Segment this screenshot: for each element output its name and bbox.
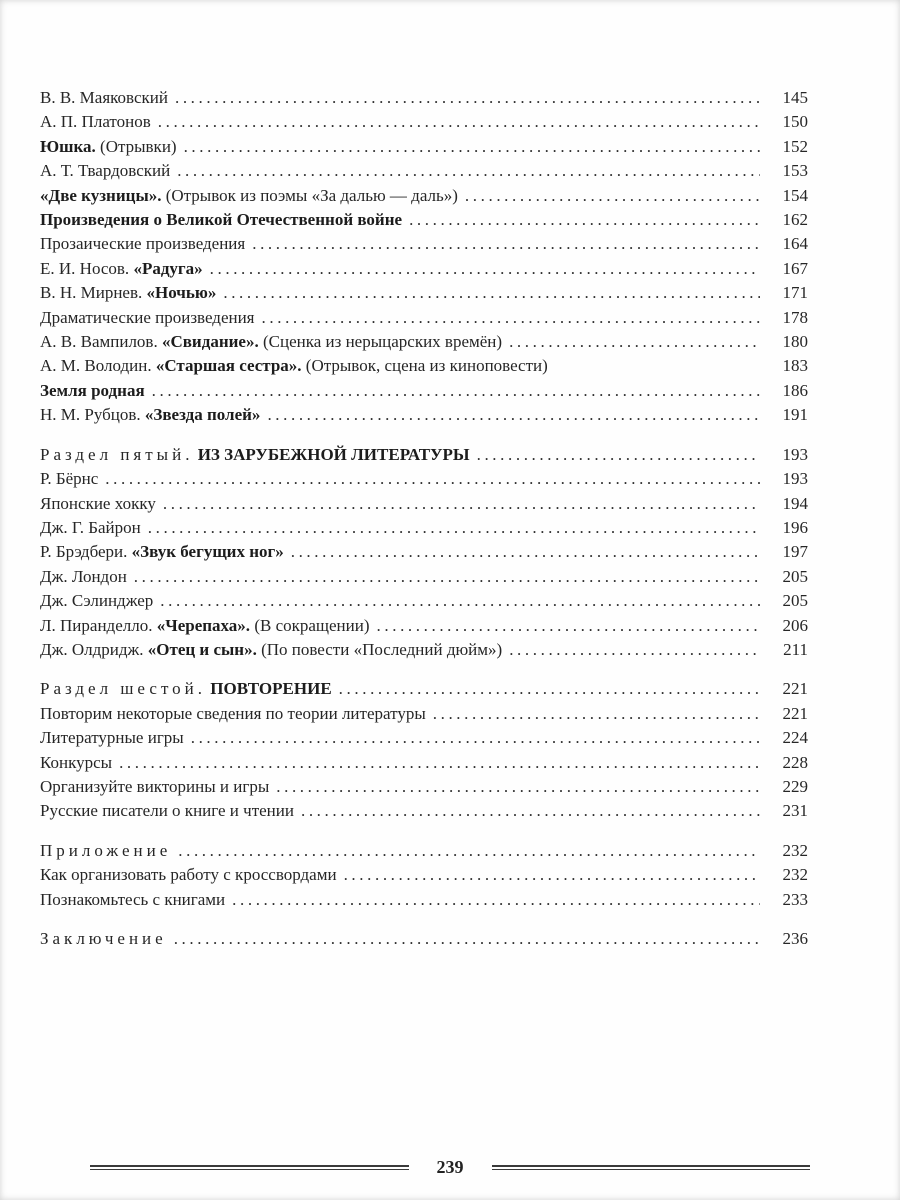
toc-entry-label [40, 403, 260, 427]
toc-row [40, 589, 808, 613]
toc-entry-text: Е. И. Носов. [40, 258, 134, 278]
dot-leader [152, 379, 760, 403]
toc-entry-text: Заключение [40, 929, 167, 948]
toc-entry-text: Организуйте викторины и игры [40, 776, 270, 796]
toc-page-number: 211 [783, 639, 808, 659]
toc-page-number: 183 [782, 356, 808, 376]
toc-page-number: 197 [782, 542, 808, 562]
toc-entry-text: «Ночью» [146, 283, 217, 303]
toc-row [40, 354, 808, 378]
toc-entry-label [40, 208, 402, 232]
toc-row [40, 492, 808, 516]
toc-entry-text: А. В. Вампилов. [40, 332, 162, 352]
toc-page-number: 224 [782, 728, 808, 748]
toc-page-number: 233 [782, 889, 808, 909]
toc-page-number: 186 [782, 380, 808, 400]
toc-page-number: 154 [782, 185, 808, 205]
toc-row [40, 110, 808, 134]
toc-entry-text: Дж. Сэлинджер [40, 591, 154, 611]
toc-page-number: 150 [782, 112, 808, 132]
toc-entry-text: Литературные игры [40, 728, 184, 748]
toc-row [40, 565, 808, 589]
toc-page-number: 164 [782, 234, 808, 254]
toc-entry-text: Русские писатели о книге и чтении [40, 801, 294, 821]
toc-row [40, 443, 808, 467]
toc-page-number: 196 [782, 517, 808, 537]
dot-leader [210, 257, 760, 281]
dot-leader [232, 888, 760, 912]
dot-leader [119, 751, 760, 775]
toc-row [40, 467, 808, 491]
toc-entry-text: «Две кузницы». [40, 185, 162, 205]
toc-entry-text: Прозаические произведения [40, 234, 246, 254]
dot-leader [163, 492, 760, 516]
dot-leader [301, 799, 760, 823]
toc-row [40, 184, 808, 208]
toc-entry-label [40, 232, 245, 256]
toc-entry-label [40, 257, 203, 281]
toc-entry-label [40, 306, 255, 330]
toc-row [40, 888, 808, 912]
toc-entry-label [40, 751, 112, 775]
toc-page-number: 153 [782, 161, 808, 181]
toc-entry-label [40, 281, 216, 305]
toc-entry-text: В. В. Маяковский [40, 88, 168, 107]
toc-entry-text: А. П. Платонов [40, 112, 151, 132]
toc-entry-label [40, 888, 225, 912]
toc-page-number: 221 [782, 703, 808, 723]
toc-entry-text: Юшка. [40, 136, 96, 156]
toc-entry-label [40, 726, 184, 750]
toc-row [40, 281, 808, 305]
toc-page-number: 152 [782, 136, 808, 156]
toc-entry-text: (Отрывок, сцена из киноповести) [301, 356, 548, 376]
dot-leader [178, 839, 760, 863]
toc-entry-label [40, 379, 145, 403]
toc-page-number: 229 [782, 776, 808, 796]
toc-row [40, 330, 808, 354]
toc-entry-text: «Черепаха». [156, 615, 251, 635]
toc-entry-text: Дж. Г. Байрон [40, 517, 141, 537]
toc-entry-text: Повторим некоторые сведения по теории литературы [40, 703, 426, 723]
toc-entry-text: (Сценка из нерыцарских времён) [258, 332, 503, 352]
dot-leader [291, 540, 760, 564]
toc-entry-label [40, 638, 502, 662]
toc-row [40, 927, 808, 951]
toc-page-number: 180 [782, 332, 808, 352]
toc-row [40, 775, 808, 799]
toc-row [40, 257, 808, 281]
dot-leader [344, 863, 760, 887]
toc-entry-text: «Радуга» [133, 258, 203, 278]
toc-page-number: 171 [782, 283, 808, 303]
toc-entry-text: Драматические произведения [40, 307, 255, 327]
toc-entry-label [40, 443, 470, 467]
toc-entry-text: Н. М. Рубцов. [40, 405, 145, 425]
toc-entry-text: Дж. Олдридж. [40, 639, 148, 659]
toc-page-number: 236 [782, 929, 808, 948]
toc-entry-text: Приложение [40, 840, 172, 860]
dot-leader [158, 110, 760, 134]
dot-leader [267, 403, 760, 427]
toc-page-number: 191 [782, 405, 808, 425]
toc-row [40, 751, 808, 775]
toc-page-number: 221 [782, 679, 808, 699]
dot-leader [191, 726, 760, 750]
toc-entry-label [40, 135, 177, 159]
toc-entry-text: Р. Бёрнс [40, 469, 99, 489]
toc-row [40, 379, 808, 403]
dot-leader [148, 516, 760, 540]
dot-leader [184, 135, 760, 159]
toc-entry-label [40, 184, 458, 208]
dot-leader [377, 614, 760, 638]
dot-leader [105, 467, 760, 491]
toc-entry-text: Произведения о Великой Отечественной войне [40, 210, 403, 230]
toc-entry-text: ИЗ ЗАРУБЕЖНОЙ ЛИТЕРАТУРЫ [193, 444, 470, 464]
toc-entry-text: Раздел пятый. [40, 444, 194, 464]
toc-row [40, 232, 808, 256]
toc-entry-text: «Звезда полей» [144, 405, 261, 425]
toc-entry-label [40, 863, 337, 887]
footer-rule-right [492, 1165, 811, 1170]
toc-entry-text: Как организовать работу с кроссвордами [40, 865, 337, 885]
dot-leader [177, 159, 760, 183]
toc-entry-label [40, 614, 370, 638]
dot-leader [509, 330, 760, 354]
toc-entry-text: «Свидание». [161, 332, 259, 352]
toc-row [40, 86, 808, 110]
toc-entry-text: В. Н. Мирнев. [40, 283, 147, 303]
toc-entry-label [40, 927, 167, 951]
toc-entry-label [40, 330, 502, 354]
dot-leader [339, 677, 760, 701]
toc-entry-text: Р. Брэдбери. [40, 542, 132, 562]
toc-entry-label [40, 492, 156, 516]
toc-entry-text: ПОВТОРЕНИЕ [206, 679, 332, 699]
toc-entry-text: (Отрывок из поэмы «За далью — даль») [161, 185, 458, 205]
dot-leader [175, 86, 760, 110]
toc-entry-text: Земля родная [40, 380, 145, 400]
toc-page-number: 145 [782, 88, 808, 107]
dot-leader [174, 927, 760, 951]
toc-row [40, 839, 808, 863]
toc-entry-text: Л. Пиранделло. [40, 615, 157, 635]
dot-leader [433, 702, 760, 726]
toc-row [40, 135, 808, 159]
toc-entry-label [40, 839, 171, 863]
toc-page-number: 232 [782, 865, 808, 885]
toc-entry-label [40, 110, 151, 134]
toc-page-number: 167 [782, 258, 808, 278]
toc-entry-text: «Отец и сын». [147, 639, 257, 659]
toc-entry-label [40, 354, 548, 378]
toc-page-number: 205 [782, 591, 808, 611]
dot-leader [465, 184, 760, 208]
toc-row [40, 614, 808, 638]
toc-entry-text: Конкурсы [40, 752, 113, 772]
toc-row [40, 677, 808, 701]
toc-entry-text: (По повести «Последний дюйм») [256, 639, 503, 659]
toc-entry-text: Раздел шестой. [40, 679, 206, 699]
footer-rule-left [90, 1165, 409, 1170]
toc-entry-label [40, 565, 127, 589]
toc-row [40, 799, 808, 823]
dot-leader [477, 443, 760, 467]
toc-row [40, 516, 808, 540]
table-of-contents [40, 86, 808, 951]
toc-entry-text: (Отрывки) [95, 136, 177, 156]
toc-entry-label [40, 775, 269, 799]
toc-page-number: 232 [782, 840, 808, 860]
toc-page-number: 162 [782, 210, 808, 230]
toc-entry-text: «Звук бегущих ног» [131, 542, 284, 562]
toc-row [40, 159, 808, 183]
toc-entry-label [40, 540, 284, 564]
page-number: 239 [436, 1157, 464, 1177]
toc-page-number: 193 [782, 444, 808, 464]
toc-entry-text: Познакомьтесь с книгами [40, 889, 226, 909]
toc-row [40, 638, 808, 662]
dot-leader [262, 306, 760, 330]
toc-row [40, 403, 808, 427]
toc-row [40, 306, 808, 330]
toc-page-number: 206 [782, 615, 808, 635]
toc-row [40, 540, 808, 564]
toc-row [40, 863, 808, 887]
toc-row [40, 702, 808, 726]
toc-entry-text: А. Т. Твардовский [40, 161, 171, 181]
dot-leader [252, 232, 760, 256]
toc-entry-text: (В сокращении) [250, 615, 370, 635]
page-footer [90, 1157, 810, 1178]
toc-entry-label [40, 159, 170, 183]
toc-row [40, 208, 808, 232]
toc-page-number: 193 [782, 469, 808, 489]
toc-entry-label [40, 589, 153, 613]
toc-page-number: 178 [782, 307, 808, 327]
toc-entry-label [40, 516, 141, 540]
toc-page-number: 231 [782, 801, 808, 821]
toc-entry-text: Дж. Лондон [40, 566, 127, 586]
toc-page-number: 228 [782, 752, 808, 772]
toc-entry-label [40, 86, 168, 110]
toc-entry-label [40, 467, 98, 491]
dot-leader [223, 281, 760, 305]
toc-entry-label [40, 677, 332, 701]
dot-leader [134, 565, 760, 589]
dot-leader [160, 589, 760, 613]
dot-leader [509, 638, 760, 662]
toc-entry-label [40, 702, 426, 726]
toc-page-number: 205 [782, 566, 808, 586]
toc-entry-text: А. М. Володин. [40, 356, 156, 376]
toc-page-number: 194 [782, 493, 808, 513]
toc-entry-text: Японские хокку [40, 493, 156, 513]
toc-entry-label [40, 799, 294, 823]
toc-row [40, 726, 808, 750]
dot-leader [276, 775, 760, 799]
dot-leader [409, 208, 760, 232]
toc-entry-text: «Старшая сестра». [155, 356, 302, 376]
